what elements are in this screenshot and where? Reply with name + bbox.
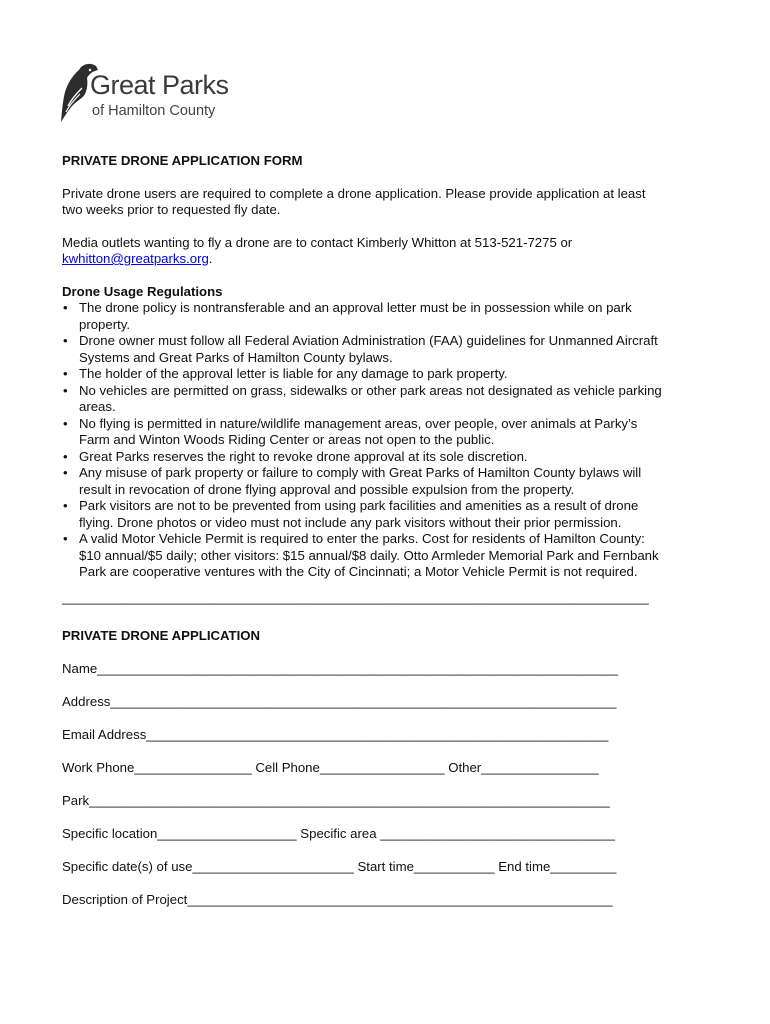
regulation-item: • No flying is permitted in nature/wildlife management areas, over people, over animals at Parky’s Farm and Winton Woods Riding Center or areas not open to the public. — [62, 416, 662, 449]
email-address-field[interactable]: Email Address_______________________________________________________________ — [62, 727, 609, 742]
regulation-item: • Drone owner must follow all Federal Aviation Administration (FAA) guidelines for Unmanned Aircraft Systems and Great Parks of Hamilton County bylaws. — [62, 333, 662, 366]
address-field[interactable]: Address_____________________________________________________________________ — [62, 694, 617, 709]
application-title: PRIVATE DRONE APPLICATION — [62, 628, 261, 643]
regulation-item: • A valid Motor Vehicle Permit is required to enter the parks. Cost for residents of Hamilton County: $10 annual/$5 daily; other visitors: $15 annual/$8 daily. Otto Armleder Memorial Park and Fernbank Park are cooperative ventures with the City of Cincinnati; a Motor Vehicle Permit is not required. — [62, 531, 662, 581]
location-fields[interactable]: Specific location___________________ Specific area ________________________________ — [62, 826, 615, 841]
regulation-item: • Great Parks reserves the right to revoke drone approval at its sole discretion. — [62, 449, 662, 466]
form-title: PRIVATE DRONE APPLICATION FORM — [62, 153, 303, 168]
park-field[interactable]: Park_______________________________________________________________________ — [62, 793, 610, 808]
regulations-heading: Drone Usage Regulations — [62, 283, 223, 299]
phone-fields[interactable]: Work Phone________________ Cell Phone_________________ Other________________ — [62, 760, 599, 775]
regulation-item: • No vehicles are permitted on grass, sidewalks or other park areas not designated as vehicle parking areas. — [62, 383, 662, 416]
name-field[interactable]: Name_______________________________________________________________________ — [62, 661, 618, 676]
regulation-item: • The drone policy is nontransferable and an approval letter must be in possession while on park property. — [62, 300, 662, 333]
form-document — [62, 153, 662, 909]
project-description-field[interactable]: Description of Project__________________________________________________________ — [62, 892, 613, 907]
regulation-item: • Park visitors are not to be prevented from using park facilities and amenities as a result of drone flying. Drone photos or video must not include any park visitors without their prior permission. — [62, 498, 662, 531]
media-contact-text: Media outlets wanting to fly a drone are to contact Kimberly Whitton at 513-521-7275 or — [62, 234, 573, 250]
media-contact-end: . — [208, 251, 213, 266]
regulation-item: • The holder of the approval letter is liable for any damage to park property. — [62, 366, 662, 383]
logo-name: Great Parks — [90, 70, 229, 100]
great-parks-logo — [60, 62, 230, 124]
section-separator: ________________________________________________________________________________ — [62, 589, 649, 605]
intro-paragraph: Private drone users are required to complete a drone application. Please provide application at least two weeks prior to requested fly date. — [62, 185, 646, 217]
contact-email-link[interactable]: kwhitton@greatparks.org — [62, 251, 209, 266]
date-time-fields[interactable]: Specific date(s) of use______________________ Start time___________ End time_________ — [62, 859, 617, 874]
logo-subtitle: of Hamilton County — [92, 103, 216, 119]
regulation-item: • Any misuse of park property or failure to comply with Great Parks of Hamilton County bylaws will result in revocation of drone flying approval and possible expulsion from the property. — [62, 465, 662, 498]
regulations-list — [62, 300, 662, 581]
media-contact-paragraph — [62, 235, 662, 268]
